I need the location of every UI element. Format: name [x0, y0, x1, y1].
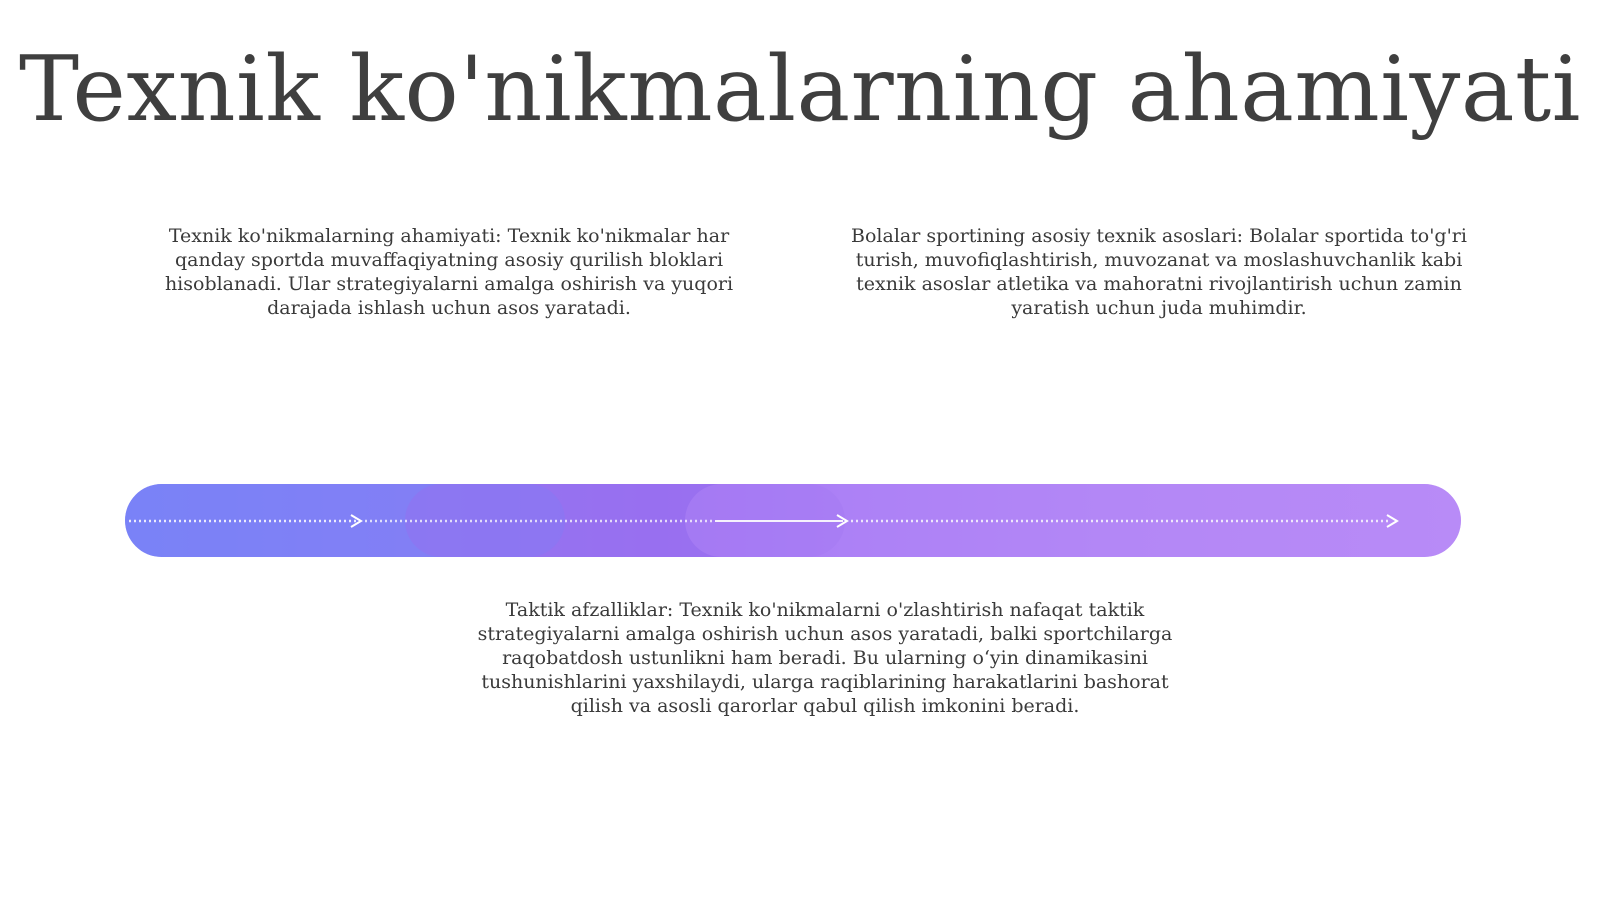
arrow-right-icon: [1387, 515, 1397, 527]
paragraph-children-sport-basics: Bolalar sportining asosiy texnik asoslari: Bolalar sportida to'g'ri turish, muvofiqlashtirish, muvozanat va moslashuvchanlik kabi texnik asoslar atletika va mahoratni rivojlantirish uchun zamin yaratish uchun juda muhimdir.: [851, 225, 1467, 319]
timeline-bar: [125, 484, 1461, 557]
timeline-arrow-track: [125, 484, 1461, 557]
slide-title: Texnik ko'nikmalarning ahamiyati: [19, 37, 1581, 142]
paragraph-tactical-advantages: Taktik afzalliklar: Texnik ko'nikmalarni o'zlashtirish nafaqat taktik strategiyalarni amalga oshirish uchun asos yaratadi, balki sportchilarga raqobatdosh ustunlikni ham beradi. Bu ularning o‘yin dinamikasini tushunishlarini yaxshilaydi, ularga raqiblarining harakatlarini bashorat qilish va asosli qarorlar qabul qilish imkonini beradi.: [477, 599, 1173, 717]
paragraph-technical-importance: Texnik ko'nikmalarning ahamiyati: Texnik ko'nikmalar har qanday sportda muvaffaqiyatning asosiy qurilish bloklari hisoblanadi. Ular strategiyalarni amalga oshirish va yuqori darajada ishlash uchun asos yaratadi.: [164, 225, 734, 319]
